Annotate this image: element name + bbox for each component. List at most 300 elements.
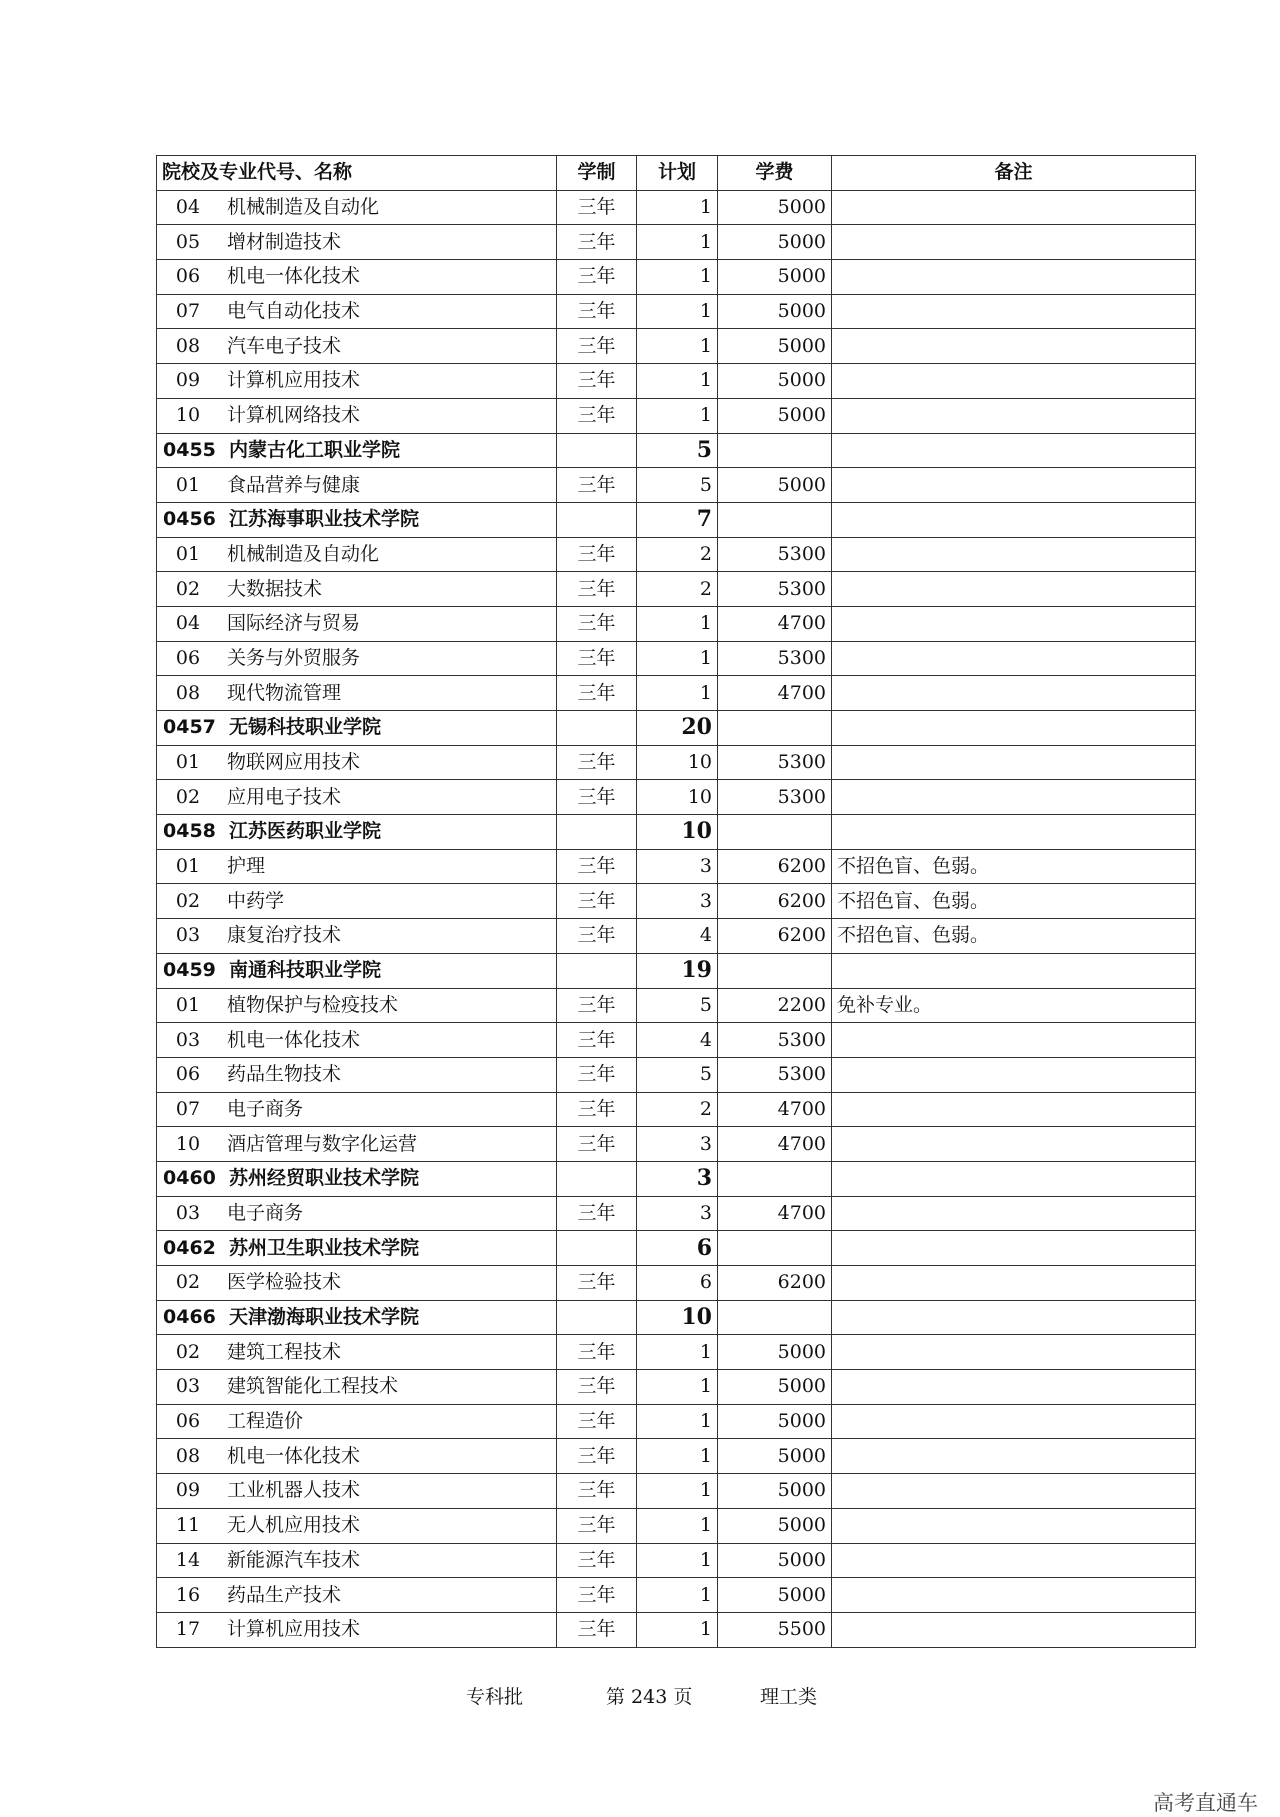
- fee-value: [826, 1237, 831, 1259]
- name-cell: [157, 537, 557, 572]
- duration-value: 三年: [577, 1548, 616, 1571]
- major-code: 03: [175, 1201, 201, 1224]
- note-cell: [832, 780, 1196, 815]
- school-code: 0458: [163, 820, 216, 843]
- name-cell: [157, 1266, 557, 1301]
- duration-cell: [557, 1196, 637, 1231]
- duration-cell: [557, 641, 637, 676]
- fee-value: 6200: [777, 855, 826, 878]
- note-value: [832, 1306, 837, 1328]
- duration-cell: [557, 1057, 637, 1092]
- major-code: 10: [175, 1132, 201, 1155]
- fee-cell: [718, 1508, 832, 1543]
- major-row: [157, 1335, 1196, 1370]
- note-cell: [832, 815, 1196, 850]
- duration-value: 三年: [577, 1271, 616, 1294]
- plan-value: 1: [699, 1444, 712, 1467]
- major-code: 03: [175, 924, 201, 947]
- major-row: [157, 468, 1196, 503]
- duration-cell: [557, 1543, 637, 1578]
- note-value: [832, 369, 837, 391]
- duration-cell: [557, 745, 637, 780]
- major-row: [157, 1266, 1196, 1301]
- fee-value: 4700: [777, 681, 826, 704]
- fee-value: 5300: [777, 577, 826, 600]
- name-cell: [157, 1196, 557, 1231]
- duration-value: 三年: [577, 751, 616, 774]
- major-code: 07: [175, 300, 201, 323]
- fee-value: 4700: [777, 1201, 826, 1224]
- school-row: [157, 1231, 1196, 1266]
- note-value: [832, 820, 837, 842]
- table-header-row: [157, 156, 1196, 191]
- name-cell: [157, 329, 557, 364]
- name-cell: [157, 1300, 557, 1335]
- plan-value: 1: [699, 300, 712, 323]
- duration-value: 三年: [577, 1514, 616, 1537]
- duration-value: 三年: [577, 1618, 616, 1641]
- major-name: 药品生产技术: [227, 1583, 342, 1606]
- plan-value: 4: [699, 1028, 712, 1051]
- note-cell: [832, 225, 1196, 260]
- fee-value: 4700: [777, 612, 826, 635]
- fee-value: 6200: [777, 924, 826, 947]
- plan-cell: [637, 364, 718, 399]
- major-name: 国际经济与贸易: [227, 612, 361, 635]
- footer-batch: 专科批: [466, 1686, 524, 1708]
- plan-cell: [637, 1439, 718, 1474]
- duration-value: 三年: [577, 542, 616, 565]
- name-cell: [157, 225, 557, 260]
- plan-value: 3: [699, 1132, 712, 1155]
- duration-value: 三年: [577, 681, 616, 704]
- duration-value: 三年: [577, 230, 616, 253]
- fee-value: 5000: [777, 404, 826, 427]
- duration-cell: [557, 988, 637, 1023]
- duration-cell: [557, 1161, 637, 1196]
- major-code: 09: [175, 369, 201, 392]
- major-name: 大数据技术: [227, 577, 323, 600]
- school-row: [157, 1161, 1196, 1196]
- fee-cell: [718, 711, 832, 746]
- fee-cell: [718, 1404, 832, 1439]
- fee-cell: [718, 1335, 832, 1370]
- major-code: 08: [175, 681, 201, 704]
- school-row: [157, 502, 1196, 537]
- duration-value: 三年: [577, 1479, 616, 1502]
- plan-cell: [637, 225, 718, 260]
- plan-cell: [637, 468, 718, 503]
- note-value: [832, 1167, 837, 1189]
- major-name: 计算机网络技术: [227, 404, 361, 427]
- fee-cell: [718, 1127, 832, 1162]
- duration-value: 三年: [577, 1444, 616, 1467]
- name-cell: [157, 988, 557, 1023]
- plan-value: 2: [699, 542, 712, 565]
- fee-cell: [718, 398, 832, 433]
- major-name: 新能源汽车技术: [227, 1548, 361, 1571]
- note-value: 不招色盲、色弱。: [837, 889, 990, 912]
- major-code: 06: [175, 1410, 201, 1433]
- major-row: [157, 676, 1196, 711]
- fee-cell: [718, 1578, 832, 1613]
- fee-value: 5000: [777, 265, 826, 288]
- major-name: 植物保护与检疫技术: [227, 993, 399, 1016]
- duration-cell: [557, 329, 637, 364]
- name-cell: [157, 676, 557, 711]
- plan-cell: [637, 433, 718, 468]
- major-row: [157, 606, 1196, 641]
- major-row: [157, 1612, 1196, 1647]
- note-cell: [832, 1370, 1196, 1405]
- major-code: 02: [175, 577, 201, 600]
- fee-value: 5300: [777, 785, 826, 808]
- fee-cell: [718, 502, 832, 537]
- school-code: 0456: [163, 508, 216, 531]
- plan-value: 1: [699, 196, 712, 219]
- fee-value: 5300: [777, 1028, 826, 1051]
- duration-cell: [557, 398, 637, 433]
- major-row: [157, 745, 1196, 780]
- major-name: 电子商务: [227, 1201, 304, 1224]
- note-value: [832, 265, 837, 287]
- note-value: 不招色盲、色弱。: [837, 924, 990, 947]
- school-row: [157, 711, 1196, 746]
- name-cell: [157, 572, 557, 607]
- name-cell: [157, 1023, 557, 1058]
- duration-value: 三年: [577, 1132, 616, 1155]
- name-cell: [157, 745, 557, 780]
- major-name: 机械制造及自动化: [227, 542, 380, 565]
- name-cell: [157, 815, 557, 850]
- major-row: [157, 988, 1196, 1023]
- major-name: 电气自动化技术: [227, 300, 361, 323]
- major-name: 建筑智能化工程技术: [227, 1375, 399, 1398]
- plan-cell: [637, 1474, 718, 1509]
- major-name: 工业机器人技术: [227, 1479, 361, 1502]
- fee-cell: [718, 780, 832, 815]
- note-value: [832, 786, 837, 808]
- major-code: 01: [175, 751, 201, 774]
- name-cell: [157, 468, 557, 503]
- plan-value: 19: [681, 957, 712, 984]
- school-name: 江苏医药职业学院: [229, 820, 382, 843]
- major-code: 03: [175, 1028, 201, 1051]
- note-cell: [832, 884, 1196, 919]
- note-cell: [832, 1161, 1196, 1196]
- school-name: 江苏海事职业技术学院: [229, 508, 420, 531]
- fee-cell: [718, 572, 832, 607]
- plan-cell: [637, 1023, 718, 1058]
- major-row: [157, 1508, 1196, 1543]
- name-cell: [157, 884, 557, 919]
- duration-value: 三年: [577, 1097, 616, 1120]
- major-code: 02: [175, 889, 201, 912]
- note-cell: [832, 1266, 1196, 1301]
- major-row: [157, 572, 1196, 607]
- note-value: 不招色盲、色弱。: [837, 855, 990, 878]
- fee-cell: [718, 884, 832, 919]
- watermark: 高考直通车: [1153, 1791, 1258, 1815]
- duration-value: 三年: [577, 473, 616, 496]
- major-row: [157, 1578, 1196, 1613]
- name-cell: [157, 190, 557, 225]
- plan-cell: [637, 537, 718, 572]
- name-cell: [157, 641, 557, 676]
- major-row: [157, 780, 1196, 815]
- duration-cell: [557, 711, 637, 746]
- fee-cell: [718, 1474, 832, 1509]
- name-cell: [157, 1404, 557, 1439]
- plan-value: 10: [687, 785, 712, 808]
- note-value: [832, 647, 837, 669]
- major-code: 04: [175, 612, 201, 635]
- note-cell: [832, 1543, 1196, 1578]
- major-row: [157, 641, 1196, 676]
- note-cell: [832, 849, 1196, 884]
- plan-cell: [637, 815, 718, 850]
- fee-cell: [718, 1266, 832, 1301]
- plan-value: 3: [699, 889, 712, 912]
- plan-value: 3: [699, 1201, 712, 1224]
- major-code: 07: [175, 1097, 201, 1120]
- note-value: [832, 300, 837, 322]
- major-row: [157, 884, 1196, 919]
- fee-value: 5000: [777, 1410, 826, 1433]
- fee-cell: [718, 537, 832, 572]
- plan-cell: [637, 1335, 718, 1370]
- plan-value: 1: [699, 1340, 712, 1363]
- plan-cell: [637, 606, 718, 641]
- plan-cell: [637, 1543, 718, 1578]
- duration-cell: [557, 884, 637, 919]
- major-name: 机械制造及自动化: [227, 196, 380, 219]
- duration-cell: [557, 433, 637, 468]
- duration-value: 三年: [577, 785, 616, 808]
- major-name: 汽车电子技术: [227, 334, 342, 357]
- plan-cell: [637, 1508, 718, 1543]
- note-value: [832, 508, 837, 530]
- major-row: [157, 260, 1196, 295]
- name-cell: [157, 398, 557, 433]
- duration-cell: [557, 572, 637, 607]
- header-plan: 计划: [637, 156, 718, 191]
- duration-value: 三年: [577, 889, 616, 912]
- major-code: 06: [175, 1063, 201, 1086]
- fee-cell: [718, 1161, 832, 1196]
- major-row: [157, 1092, 1196, 1127]
- plan-value: 10: [687, 751, 712, 774]
- plan-cell: [637, 1057, 718, 1092]
- fee-value: 5000: [777, 1444, 826, 1467]
- note-value: [832, 682, 837, 704]
- duration-value: 三年: [577, 993, 616, 1016]
- duration-cell: [557, 1023, 637, 1058]
- school-row: [157, 815, 1196, 850]
- note-value: [832, 196, 837, 218]
- plan-cell: [637, 329, 718, 364]
- school-name: 无锡科技职业学院: [229, 716, 382, 739]
- fee-cell: [718, 953, 832, 988]
- fee-cell: [718, 606, 832, 641]
- plan-cell: [637, 953, 718, 988]
- note-value: [832, 578, 837, 600]
- note-cell: [832, 364, 1196, 399]
- major-row: [157, 364, 1196, 399]
- fee-value: 5300: [777, 1063, 826, 1086]
- school-code: 0460: [163, 1167, 216, 1190]
- note-value: [832, 543, 837, 565]
- major-name: 电子商务: [227, 1097, 304, 1120]
- note-value: [832, 474, 837, 496]
- note-value: [832, 335, 837, 357]
- note-value: [832, 1445, 837, 1467]
- school-row: [157, 953, 1196, 988]
- school-row: [157, 1300, 1196, 1335]
- plan-value: 20: [681, 714, 712, 741]
- duration-cell: [557, 780, 637, 815]
- major-name: 无人机应用技术: [227, 1514, 361, 1537]
- major-code: 01: [175, 542, 201, 565]
- plan-cell: [637, 711, 718, 746]
- plan-value: 1: [699, 230, 712, 253]
- duration-cell: [557, 815, 637, 850]
- duration-cell: [557, 1370, 637, 1405]
- name-cell: [157, 780, 557, 815]
- note-value: [832, 1549, 837, 1571]
- plan-value: 4: [699, 924, 712, 947]
- note-cell: [832, 711, 1196, 746]
- plan-value: 10: [681, 818, 712, 845]
- plan-value: 1: [699, 1479, 712, 1502]
- plan-value: 1: [699, 1375, 712, 1398]
- note-cell: [832, 294, 1196, 329]
- school-name: 南通科技职业学院: [229, 959, 382, 982]
- major-code: 04: [175, 196, 201, 219]
- plan-cell: [637, 1196, 718, 1231]
- duration-cell: [557, 1578, 637, 1613]
- duration-value: 三年: [577, 1028, 616, 1051]
- duration-cell: [557, 919, 637, 954]
- fee-cell: [718, 1092, 832, 1127]
- fee-cell: [718, 849, 832, 884]
- fee-value: [826, 439, 831, 461]
- plan-value: 3: [699, 855, 712, 878]
- note-value: [832, 1479, 837, 1501]
- note-value: [832, 1063, 837, 1085]
- fee-value: 6200: [777, 889, 826, 912]
- major-code: 01: [175, 993, 201, 1016]
- major-code: 17: [175, 1618, 201, 1641]
- fee-cell: [718, 294, 832, 329]
- name-cell: [157, 1057, 557, 1092]
- major-code: 06: [175, 646, 201, 669]
- note-value: [832, 959, 837, 981]
- plan-value: 2: [699, 1097, 712, 1120]
- duration-value: 三年: [577, 646, 616, 669]
- note-cell: [832, 1404, 1196, 1439]
- duration-value: 三年: [577, 1410, 616, 1433]
- duration-value: 三年: [577, 855, 616, 878]
- note-cell: [832, 433, 1196, 468]
- major-name: 护理: [227, 855, 266, 878]
- fee-value: 5000: [777, 230, 826, 253]
- note-value: [832, 1618, 837, 1640]
- duration-value: 三年: [577, 196, 616, 219]
- major-name: 工程造价: [227, 1410, 304, 1433]
- duration-cell: [557, 1404, 637, 1439]
- major-name: 食品营养与健康: [227, 473, 361, 496]
- note-cell: [832, 1439, 1196, 1474]
- plan-cell: [637, 641, 718, 676]
- major-name: 机电一体化技术: [227, 1444, 361, 1467]
- plan-value: 1: [699, 612, 712, 635]
- footer-category: 理工类: [760, 1686, 818, 1708]
- school-code: 0462: [163, 1236, 216, 1259]
- note-cell: [832, 1578, 1196, 1613]
- major-row: [157, 1023, 1196, 1058]
- fee-cell: [718, 468, 832, 503]
- duration-value: 三年: [577, 924, 616, 947]
- school-code: 0466: [163, 1306, 216, 1329]
- duration-value: 三年: [577, 300, 616, 323]
- major-code: 08: [175, 1444, 201, 1467]
- duration-value: 三年: [577, 1340, 616, 1363]
- plan-value: 1: [699, 681, 712, 704]
- note-cell: [832, 1300, 1196, 1335]
- major-name: 应用电子技术: [227, 785, 342, 808]
- major-name: 计算机应用技术: [227, 1618, 361, 1641]
- table-body: [157, 190, 1196, 1647]
- note-value: [832, 1514, 837, 1536]
- fee-cell: [718, 1231, 832, 1266]
- note-cell: [832, 641, 1196, 676]
- major-code: 08: [175, 334, 201, 357]
- fee-cell: [718, 1300, 832, 1335]
- major-code: 10: [175, 404, 201, 427]
- note-cell: [832, 260, 1196, 295]
- note-cell: [832, 1127, 1196, 1162]
- duration-cell: [557, 676, 637, 711]
- school-name: 天津渤海职业技术学院: [229, 1306, 420, 1329]
- plan-cell: [637, 1092, 718, 1127]
- plan-cell: [637, 1161, 718, 1196]
- duration-cell: [557, 953, 637, 988]
- name-cell: [157, 849, 557, 884]
- major-row: [157, 849, 1196, 884]
- note-cell: [832, 502, 1196, 537]
- school-name: 苏州卫生职业技术学院: [229, 1236, 420, 1259]
- plan-value: 5: [696, 436, 712, 463]
- fee-value: 2200: [777, 993, 826, 1016]
- duration-cell: [557, 1300, 637, 1335]
- note-value: [832, 1133, 837, 1155]
- plan-cell: [637, 1612, 718, 1647]
- footer-page-number: 第 243 页: [606, 1686, 693, 1708]
- name-cell: [157, 1370, 557, 1405]
- duration-cell: [557, 260, 637, 295]
- duration-cell: [557, 537, 637, 572]
- name-cell: [157, 1092, 557, 1127]
- duration-value: 三年: [577, 612, 616, 635]
- major-row: [157, 1370, 1196, 1405]
- fee-value: [826, 1167, 831, 1189]
- major-name: 计算机应用技术: [227, 369, 361, 392]
- note-value: [832, 751, 837, 773]
- fee-value: 5000: [777, 1583, 826, 1606]
- major-row: [157, 398, 1196, 433]
- header-name: 院校及专业代号、名称: [157, 156, 557, 191]
